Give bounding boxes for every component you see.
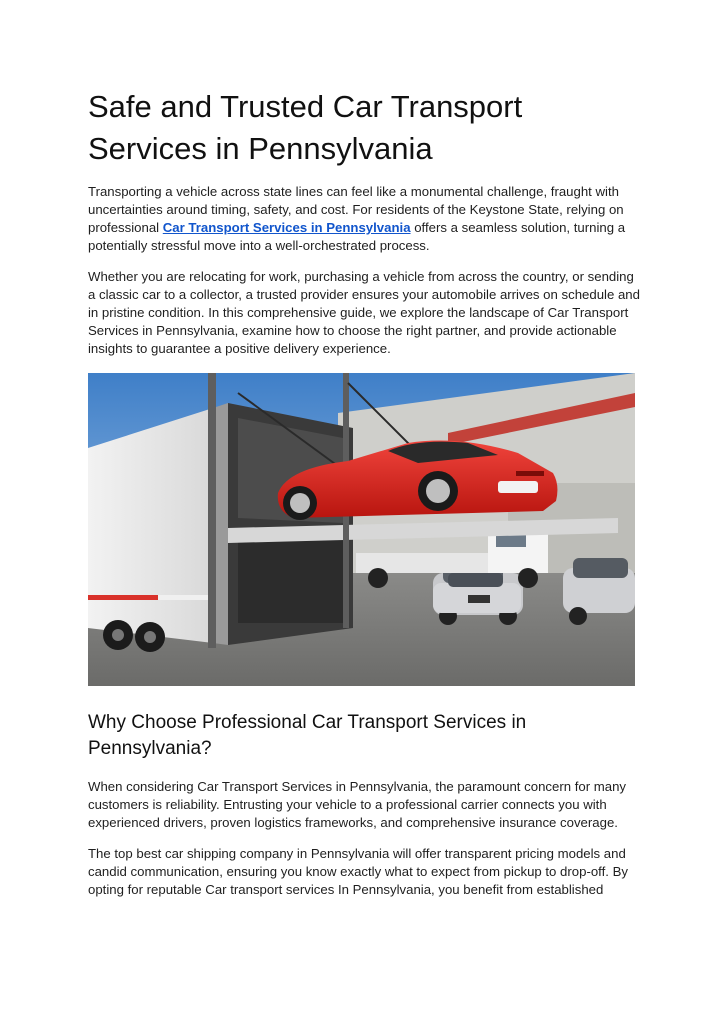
section-heading: Why Choose Professional Car Transport Services in Pennsylvania? bbox=[88, 712, 527, 759]
car-transport-link[interactable]: Car Transport Services in Pennsylvania bbox=[162, 220, 411, 235]
enclosed-car-carrier-image bbox=[88, 373, 635, 686]
intro-text-before-link: Transporting a vehicle across state lines can feel like a monumental challenge, fraught with uncertainties around timing, safety, and cost. For residents of the Keystone State, relying on professional bbox=[88, 184, 624, 235]
article-title: Safe and Trusted Car Transport Services in Pennsylvania bbox=[88, 89, 523, 166]
body-paragraph-4: The top best car shipping company in Pennsylvania will offer transparent pricing models and candid communication, ensuring you know exactly what to expect from pickup to drop-off. By opting for reputable Car transport services In Pennsylvania, you benefit from established bbox=[88, 846, 628, 897]
body-paragraph-2: Whether you are relocating for work, purchasing a vehicle from across the country, or sending a classic car to a collector, a trusted provider ensures your automobile arrives on schedule and in pristine condition. In this comprehensive guide, we explore the landscape of Car Transport Services in Pennsylvania, examine how to choose the right partner, and provide actionable insights to guarantee a positive delivery experience. bbox=[88, 269, 640, 356]
intro-paragraph bbox=[88, 183, 640, 255]
body-paragraph-3: When considering Car Transport Services in Pennsylvania, the paramount concern for many customers is reliability. Entrusting your vehicle to a professional carrier connects you with experienced drivers, proven logistics frameworks, and comprehensive insurance coverage. bbox=[88, 779, 627, 830]
intro-text-after-link: offers a seamless solution, turning a potentially stressful move into a well-orchestrated process. bbox=[88, 220, 626, 253]
car-transport-photo bbox=[88, 373, 635, 686]
